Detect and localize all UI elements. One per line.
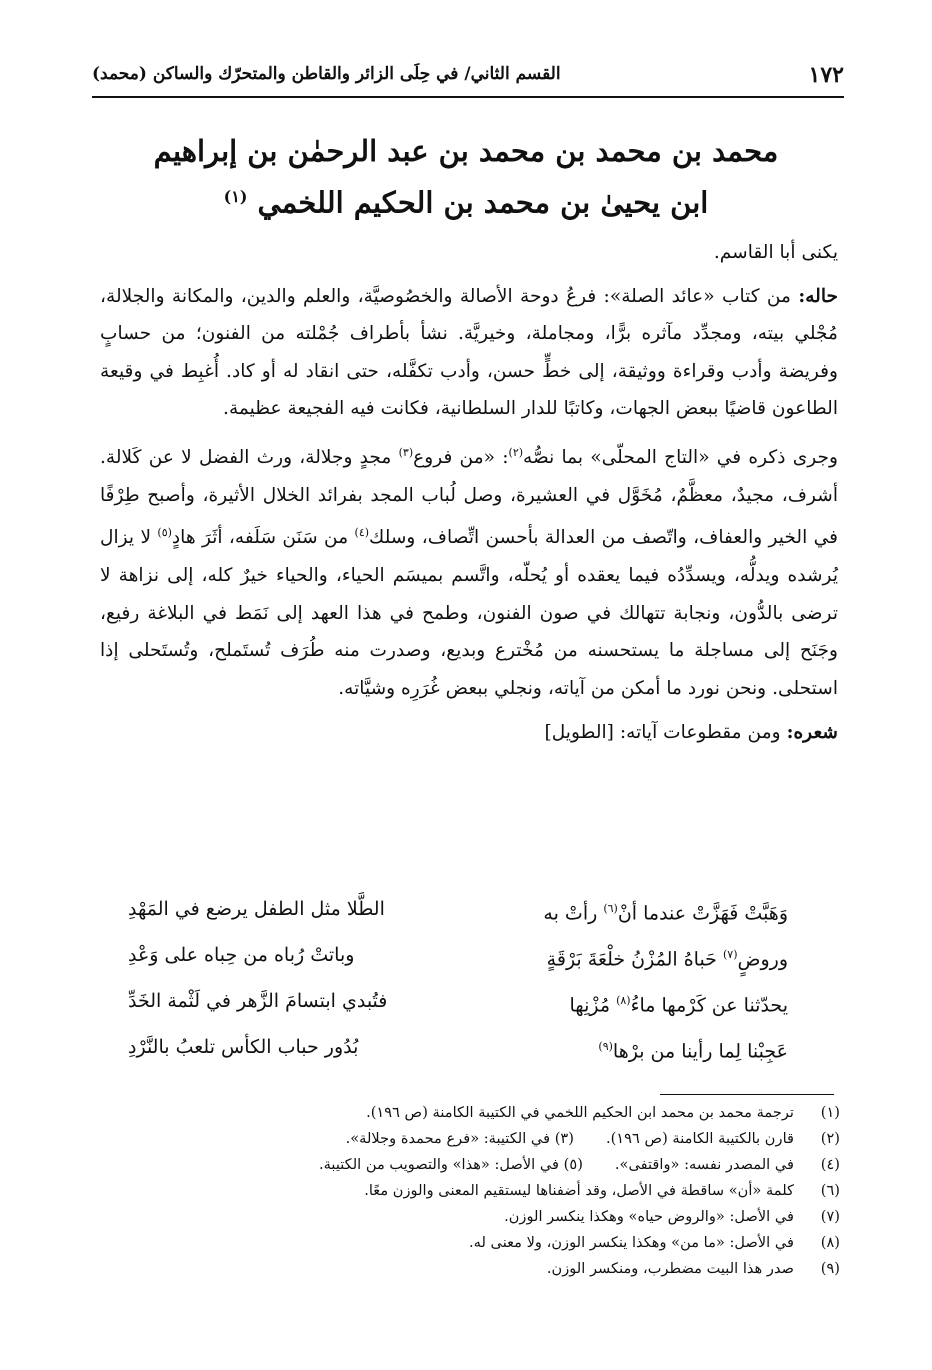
verse-line: [128, 1024, 788, 1070]
poetry-intro: ومن مقطوعات آياته: [الطويل]: [544, 721, 781, 743]
verse-line: [128, 978, 788, 1024]
footnote: (٩) صدر هذا البيت مضطرب، ومنكسر الوزن.: [546, 1260, 840, 1277]
biography-body: [100, 234, 838, 751]
verse-first-hemistich: عَجِبْنا لِما رأينا من برْها$^{(٩)}$: [598, 1040, 788, 1063]
verse-first-hemistich: وروضٍ$^{(٧)}$ حَباهُ المُزْنُ خلْعَةَ بَرْقَةٍ: [546, 948, 788, 971]
verse-second-hemistich: الطَّلا مثل الطفل يرضع في المَهْدِ: [128, 898, 385, 920]
hal-text: من كتاب «عائد الصلة»: فرعُ دوحة الأصالة والخصُوصيَّة، والعلم والدين، والمكانة والجلالة، مُجْلي بيته، ومجدِّد مآثره برًّا، ومجاملة، وخيريَّة. نشأ بأطراف جُمْلته من الفنون؛ من حسابٍ وفريضة وأدب وقراءة ووثيقة، إلى خطٍّ حسن، وأدب تكفَّله، حتى انقاد له أو كاد. أُغبِط في وقيعة الطاعون قاضيًا ببعض الجهات، وكاتبًا للدار السلطانية، فكانت فيه الفجيعة عظيمة.: [100, 285, 838, 420]
verse-first-hemistich: يحدّثنا عن كَرْمها ماءُ$^{(٨)}$ مُزْنِها: [569, 994, 788, 1017]
verse-line: [128, 932, 788, 978]
footnote-divider: [660, 1094, 834, 1095]
verse-second-hemistich: بُدُور حباب الكأس تلعبُ بالنَّرْدِ: [128, 1036, 359, 1058]
footnote-marker: (٥): [157, 526, 172, 540]
title-footnote-marker: (١): [223, 187, 248, 206]
title-line-2: ابن يحيىٰ بن محمد بن الحكيم اللخمي $^{(١)}$: [223, 185, 709, 220]
poetry-heading: [100, 714, 838, 752]
running-title: القسم الثاني/ في حِلَى الزائر والقاطن والمتحرّك والساكن (محمد): [92, 64, 561, 84]
footnote: (٤) في المصدر نفسه: «واقتفى».(٥) في الأصل: «هذا» والتصويب من الكتيبة.: [318, 1156, 840, 1173]
footnote: (٢) قارن بالكتيبة الكامنة (ص ١٩٦).(٣) في الكتيبة: «فرع محمدة وجلالة».: [345, 1130, 840, 1147]
footnote: (٨) في الأصل: «ما من» وهكذا ينكسر الوزن، ولا معنى له.: [468, 1234, 840, 1251]
page-number: ١٧٢: [808, 62, 844, 88]
footnote-marker: (٢): [508, 445, 524, 459]
footnote: (١) ترجمة محمد بن محمد ابن الحكيم اللخمي في الكتيبة الكامنة (ص ١٩٦).: [366, 1104, 840, 1121]
verse-second-hemistich: وباتتْ رُباه من حِباه على وَعْدِ: [128, 944, 355, 966]
hal-label: حاله:: [798, 285, 838, 307]
footnote-marker: (٤): [354, 526, 370, 540]
footnote-marker: (٣): [398, 445, 414, 459]
verse-first-hemistich: وَهَبَّتْ فَهَزَّتْ عندما أنْ$^{(٦)}$ رأتْ به: [543, 902, 788, 925]
verse-second-hemistich: فتُبدي ابتسامَ الزَّهر في لَثْمة الخَدِّ: [128, 990, 388, 1012]
hal-paragraph: [100, 278, 838, 428]
running-header: [92, 60, 844, 98]
footnotes: [100, 1100, 840, 1282]
poem: [128, 886, 788, 1070]
biography-title: [100, 128, 832, 226]
footnote: (٦) كلمة «أن» ساقطة في الأصل، وقد أضفناها ليستقيم المعنى والوزن معًا.: [364, 1182, 840, 1199]
title-line-1: محمد بن محمد بن محمد بن عبد الرحمٰن بن إبراهيم: [153, 134, 779, 168]
footnote: (٧) في الأصل: «والروض حياه» وهكذا ينكسر الوزن.: [504, 1208, 840, 1225]
verse-line: [128, 886, 788, 932]
poetry-label: شعره:: [786, 721, 838, 743]
taj-paragraph: وجرى ذكره في «التاج المحلّى» بما نصُّه$^{(٢)}$: «من فروع$^{(٣)}$ مجدٍ وجلالة، ورث الفضل لا عن كَلالة. أشرف، مجيدٌ، معظَّمٌ، مُخَوَّل في العشيرة، وصل لُباب المجد بفرائد الخلال الأثيرة، وأصبح طِرْفًا في الخير والعفاف، واتّصف من العدالة بأحسن اتِّصاف، وسلك$^{(٤)}$ من سَنَن سَلَفه، أثَرَ هادٍ$^{(٥)}$ لا يزال يُرشده ويدلُّه، ويسدِّدُه فيما يعقده أو يُحلّه، واتَّسم بميسَم الحياء، والحياء خيرٌ كله، إلى نزاهة لا ترضى بالدُّون، ونجابة تتهالك في صون الفنون، وطمح في هذا العهد إلى نَمَط في البلاغة رفيع، وجَنَح إلى مساجلة ما يستحسنه من مُخْترع وبديع، وصدرت منه طُرَف تُستَملح، وتُستَحلى إذا استحلى. ونحن نورد ما أمكن من آياته، ونجلي ببعض غُرَرِه وشيَّاته.: [100, 445, 839, 699]
kunya-line: يكنى أبا القاسم.: [713, 242, 838, 263]
